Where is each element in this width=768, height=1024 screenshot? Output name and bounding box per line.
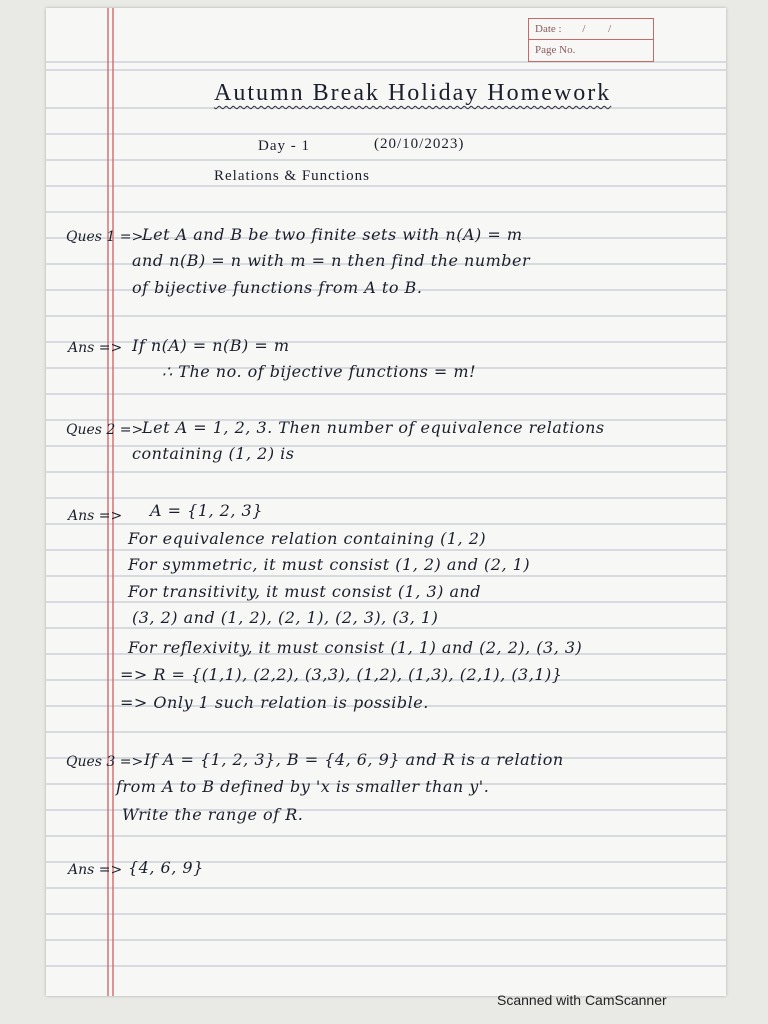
page-title: Autumn Break Holiday Homework: [214, 80, 612, 106]
question-1-line: of bijective functions from A to B.: [132, 278, 423, 297]
date-text: (20/10/2023): [374, 136, 465, 152]
answer-2-line: => Only 1 such relation is possible.: [120, 693, 429, 712]
answer-2-tag: Ans =>: [68, 508, 123, 524]
answer-2-line: For symmetric, it must consist (1, 2) and (2, 1): [128, 555, 531, 574]
answer-1-tag: Ans =>: [68, 340, 123, 356]
question-2-line: Let A = 1, 2, 3. Then number of equivalence relations: [142, 418, 605, 437]
question-3-line: from A to B defined by 'x is smaller than y'.: [116, 777, 490, 796]
page-no-label: Page No.: [535, 44, 576, 56]
answer-2-line: A = {1, 2, 3}: [150, 501, 263, 520]
question-3-tag: Ques 3 =>: [66, 754, 144, 770]
answer-1-line: ∴ The no. of bijective functions = m!: [162, 362, 477, 381]
answer-2-line: For transitivity, it must consist (1, 3) and: [128, 582, 482, 601]
day-label: Day - 1: [258, 138, 310, 154]
camscanner-watermark: Scanned with CamScanner: [497, 992, 667, 1008]
answer-2-line: => R = {(1,1), (2,2), (3,3), (1,2), (1,3), (2,1), (3,1)}: [120, 665, 563, 684]
question-1-line: and n(B) = n with m = n then find the number: [132, 251, 531, 270]
question-2-tag: Ques 2 =>: [66, 422, 144, 438]
question-1-tag: Ques 1 =>: [66, 229, 144, 245]
answer-2-line: For equivalence relation containing (1, 2): [128, 529, 487, 548]
notebook-page: [46, 8, 726, 996]
answer-3-tag: Ans =>: [68, 862, 123, 878]
answer-3-line: {4, 6, 9}: [128, 858, 204, 877]
question-3-line: Write the range of R.: [122, 805, 304, 824]
topic-label: Relations & Functions: [214, 168, 370, 184]
question-3-line: If A = {1, 2, 3}, B = {4, 6, 9} and R is a relation: [144, 750, 564, 769]
date-page-box: [528, 18, 654, 62]
date-label: Date :: [535, 23, 562, 35]
question-2-line: containing (1, 2) is: [132, 444, 295, 463]
answer-2-line: (3, 2) and (1, 2), (2, 1), (2, 3), (3, 1): [132, 608, 439, 627]
answer-2-line: For reflexivity, it must consist (1, 1) and (2, 2), (3, 3): [128, 638, 583, 657]
ruled-lines: [46, 8, 726, 996]
question-1-line: Let A and B be two finite sets with n(A) = m: [142, 225, 523, 244]
answer-1-line: If n(A) = n(B) = m: [132, 336, 290, 355]
date-value: / /: [582, 23, 622, 35]
